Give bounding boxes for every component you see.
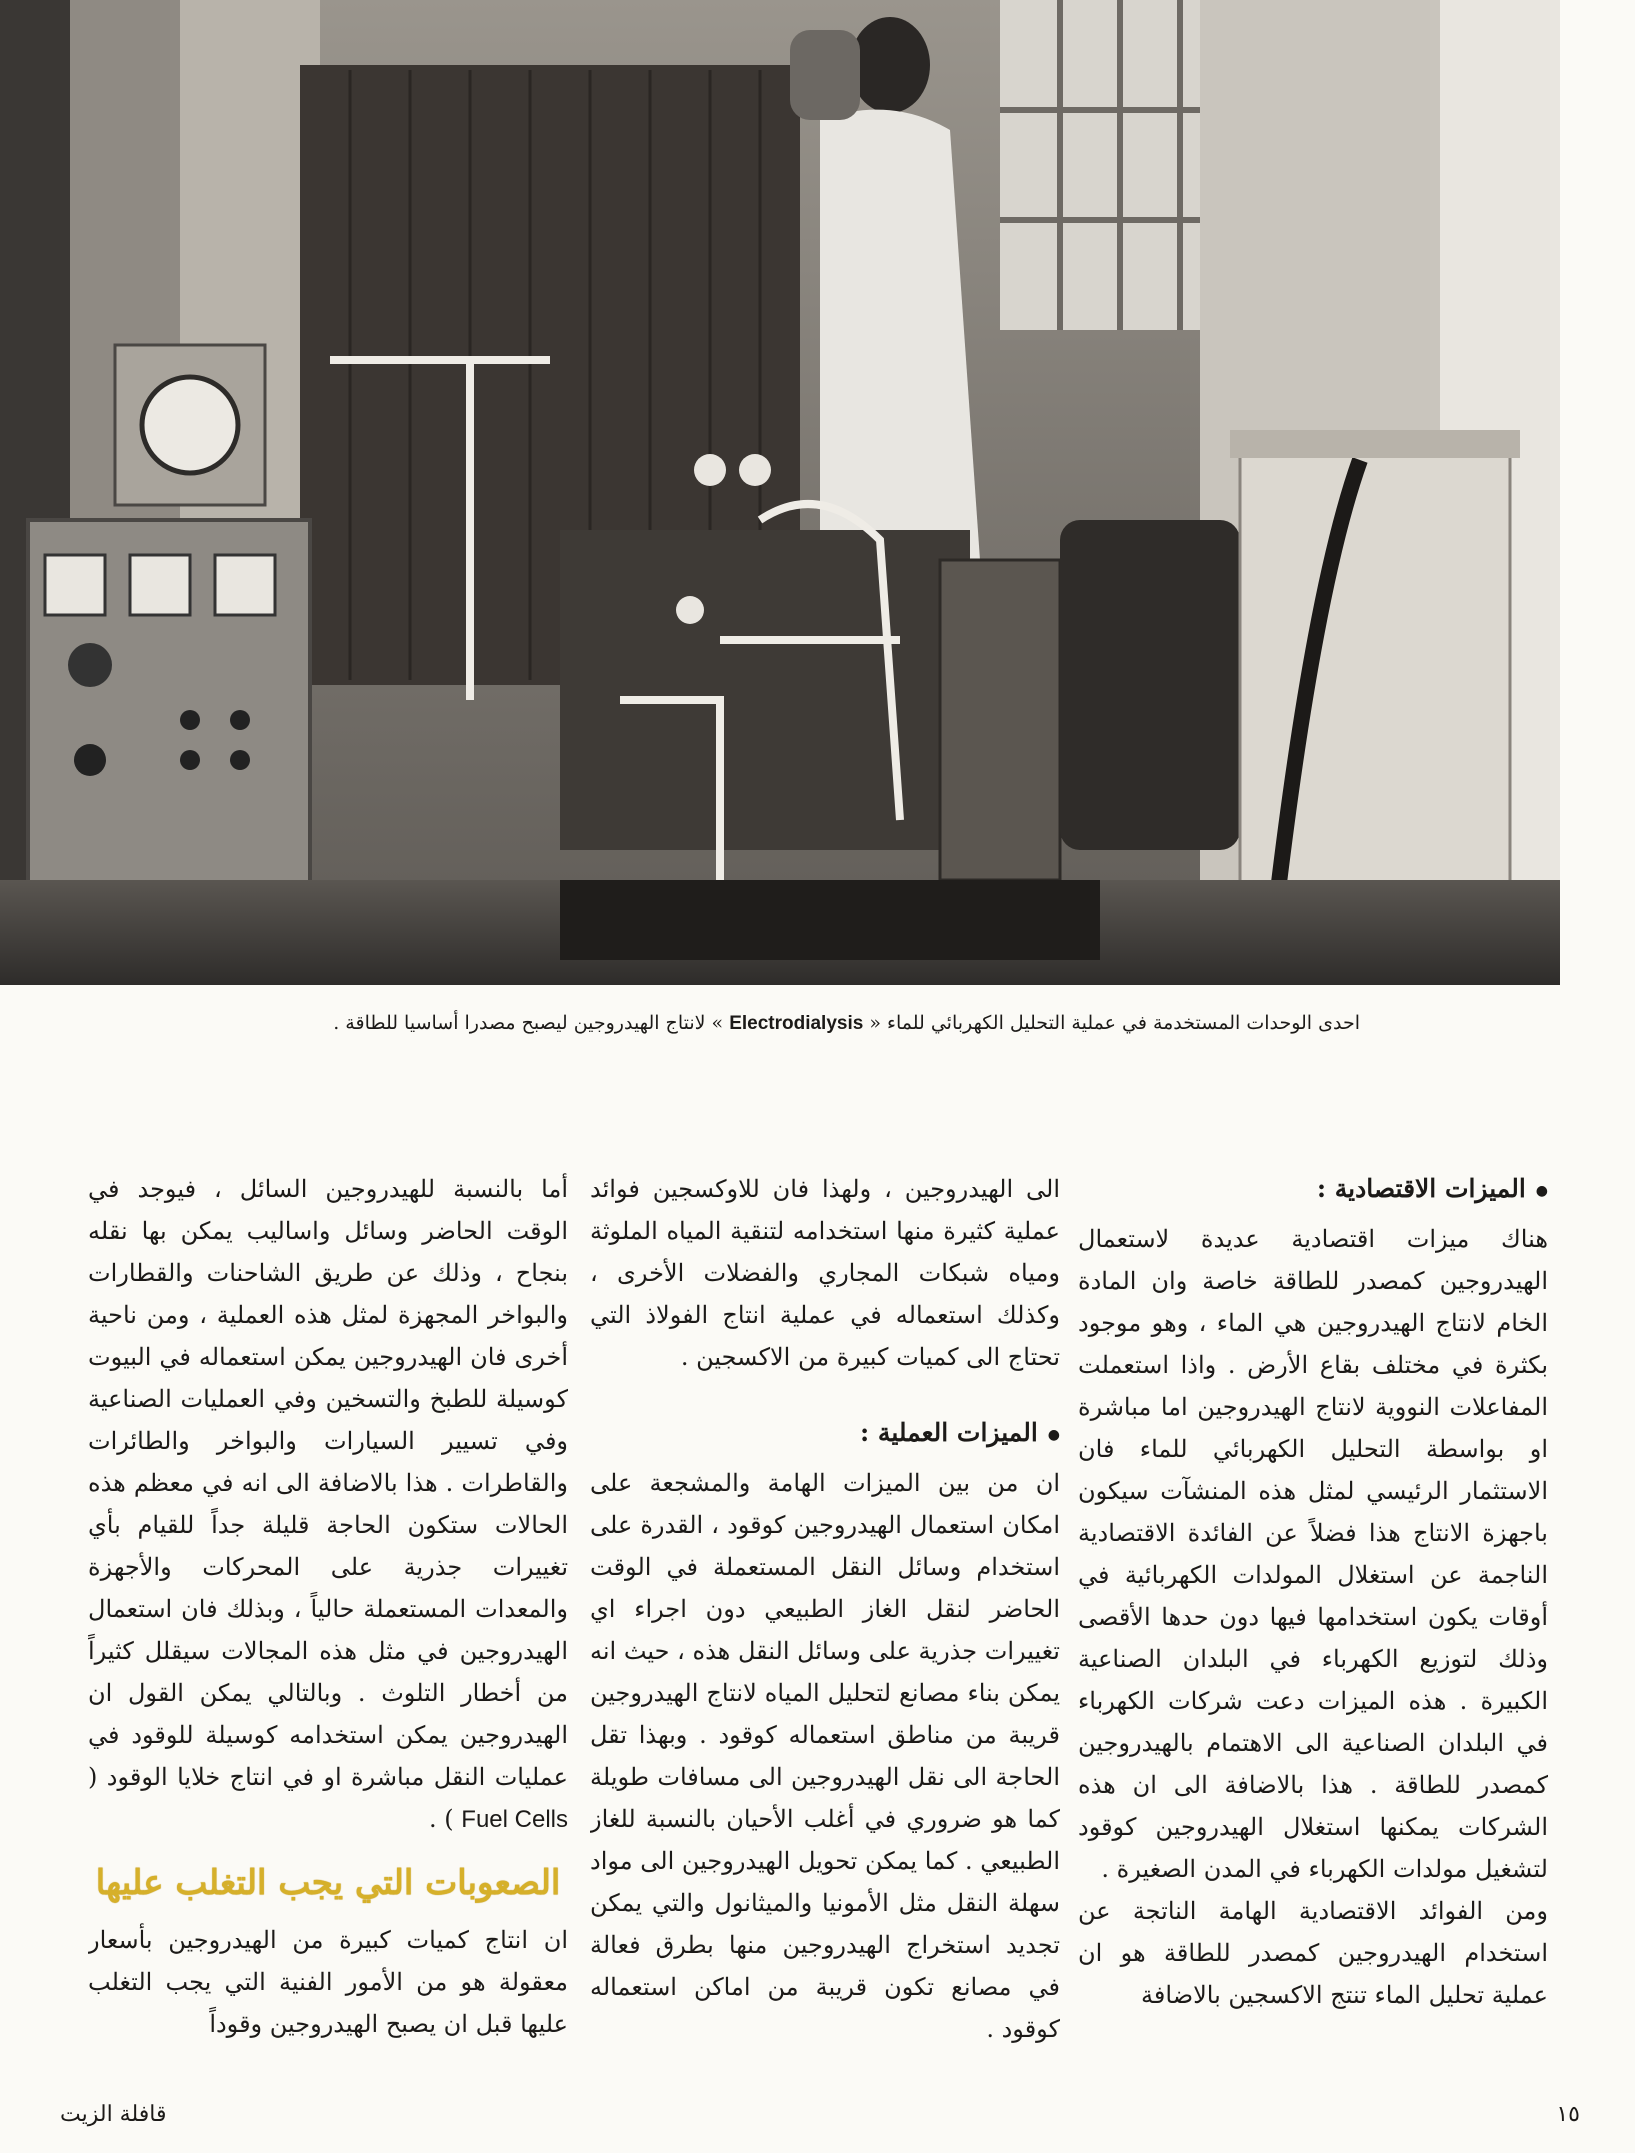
caption-text-1: احدى الوحدات المستخدمة في عملية التحليل الكهربائي للماء « bbox=[869, 1012, 1360, 1034]
bullet-icon: ● bbox=[1535, 1182, 1548, 1199]
paragraph: أما بالنسبة للهيدروجين السائل ، فيوجد في الوقت الحاضر وسائل واساليب يمكن بها نقله بنجاح ، وذلك عن طريق الشاحنات والقطارات والبواخر المجهزة لمثل هذه العملية ، ومن ناحية أخرى فان الهيدروجين يمكن استعماله في البيوت كوسيلة للطبخ والتسخين وفي العمليات الصناعية وفي تسيير السيارات والبواخر والطائرات والقاطرات . هذا بالاضافة الى انه في معظم هذه الحالات ستكون الحاجة قليلة جداً للقيام بأي تغييرات جذرية على المحركات والأجهزة والمعدات المستعملة حالياً ، وبذلك فان استعمال الهيدروجين في مثل هذه المجالات سيقلل كثيراً من أخطار التلوث . وبالتالي يمكن القول ان الهيدروجين يمكن استخدامه كوسيلة للوقود في عمليات النقل مباشرة او في انتاج خلايا الوقود ( Fuel Cells ) . bbox=[88, 1175, 568, 1833]
caption-text-2: » لانتاج الهيدروجين ليصبح مصدرا أساسيا للطاقة . bbox=[333, 1012, 724, 1034]
section-heading-practical: ●الميزات العملية : bbox=[860, 1418, 1060, 1447]
page-number: ١٥ bbox=[1556, 2102, 1580, 2127]
bullet-icon: ● bbox=[1047, 1426, 1060, 1443]
paragraph: ان انتاج كميات كبيرة من الهيدروجين بأسعار معقولة هو من الأمور الفنية التي يجب التغلب عليها قبل ان يصبح الهيدروجين وقوداً bbox=[88, 1926, 568, 2038]
fuel-cells-term: Fuel Cells bbox=[461, 1806, 568, 1833]
article-column-middle bbox=[590, 1168, 1060, 2088]
laboratory-equipment-illustration bbox=[0, 0, 1560, 985]
magazine-name: قافلة الزيت bbox=[60, 2102, 167, 2127]
article-column-right bbox=[1078, 1168, 1548, 2088]
article-column-left bbox=[88, 1168, 568, 2088]
equipment-photo bbox=[0, 0, 1560, 985]
photo-caption bbox=[170, 1003, 1360, 1043]
paragraph: ومن الفوائد الاقتصادية الهامة الناتجة عن استخدام الهيدروجين كمصدر للطاقة هو ان عملية تحليل الماء تنتج الاكسجين بالاضافة bbox=[1078, 1896, 1548, 2009]
caption-latin-term: Electrodialysis bbox=[729, 1013, 864, 1034]
paragraph: هناك ميزات اقتصادية عديدة لاستعمال الهيدروجين كمصدر للطاقة خاصة وان المادة الخام لانتاج الهيدروجين هي الماء ، وهو موجود بكثرة في مختلف بقاع الأرض . واذا استعملت المفاعلات النووية لانتاج الهيدروجين اما مباشرة او بواسطة التحليل الكهربائي للماء فان الاستثمار الرئيسي لمثل هذه المنشآت سيكون باجهزة الانتاج هذا فضلاً عن الفائدة الاقتصادية الناجمة عن استغلال المولدات الكهربائية في أوقات يكون استخدامها فيها دون حدها الأقصى وذلك لتوزيع الكهرباء في البلدان الصناعية الكبيرة . هذه الميزات دعت شركات الكهرباء في البلدان الصناعية الى الاهتمام بالهيدروجين كمصدر للطاقة . هذا بالاضافة الى ان هذه الشركات يمكنها استغلال الهيدروجين كوقود لتشغيل مولدات الكهرباء في المدن الصغيرة . bbox=[1078, 1224, 1548, 1883]
paragraph: الى الهيدروجين ، ولهذا فان للاوكسجين فوائد عملية كثيرة منها استخدامه لتنقية المياه الملوثة ومياه شبكات المجاري والفضلات الأخرى ، وكذلك استعماله في عملية انتاج الفولاذ التي تحتاج الى كميات كبيرة من الاكسجين . bbox=[590, 1175, 1060, 1371]
section-heading-difficulties: الصعوبات التي يجب التغلب عليها bbox=[95, 1863, 561, 1903]
paragraph: ان من بين الميزات الهامة والمشجعة على امكان استعمال الهيدروجين كوقود ، القدرة على استخدام وسائل النقل المستعملة في الوقت الحاضر لنقل الغاز الطبيعي دون اجراء اي تغييرات جذرية على وسائل النقل هذه ، حيث انه يمكن بناء مصانع لتحليل المياه لانتاج الهيدروجين قريبة من مناطق استعماله كوقود . وبهذا تقل الحاجة الى نقل الهيدروجين الى مسافات طويلة كما هو ضروري في أغلب الأحيان بالنسبة للغاز الطبيعي . كما يمكن تحويل الهيدروجين الى مواد سهلة النقل مثل الأمونيا والميثانول والتي يمكن تجديد استخراج الهيدروجين منها بطرق فعالة في مصانع تكون قريبة من اماكن استعماله كوقود . bbox=[590, 1468, 1060, 2043]
section-heading-economic: ●الميزات الاقتصادية : bbox=[1316, 1174, 1548, 1203]
